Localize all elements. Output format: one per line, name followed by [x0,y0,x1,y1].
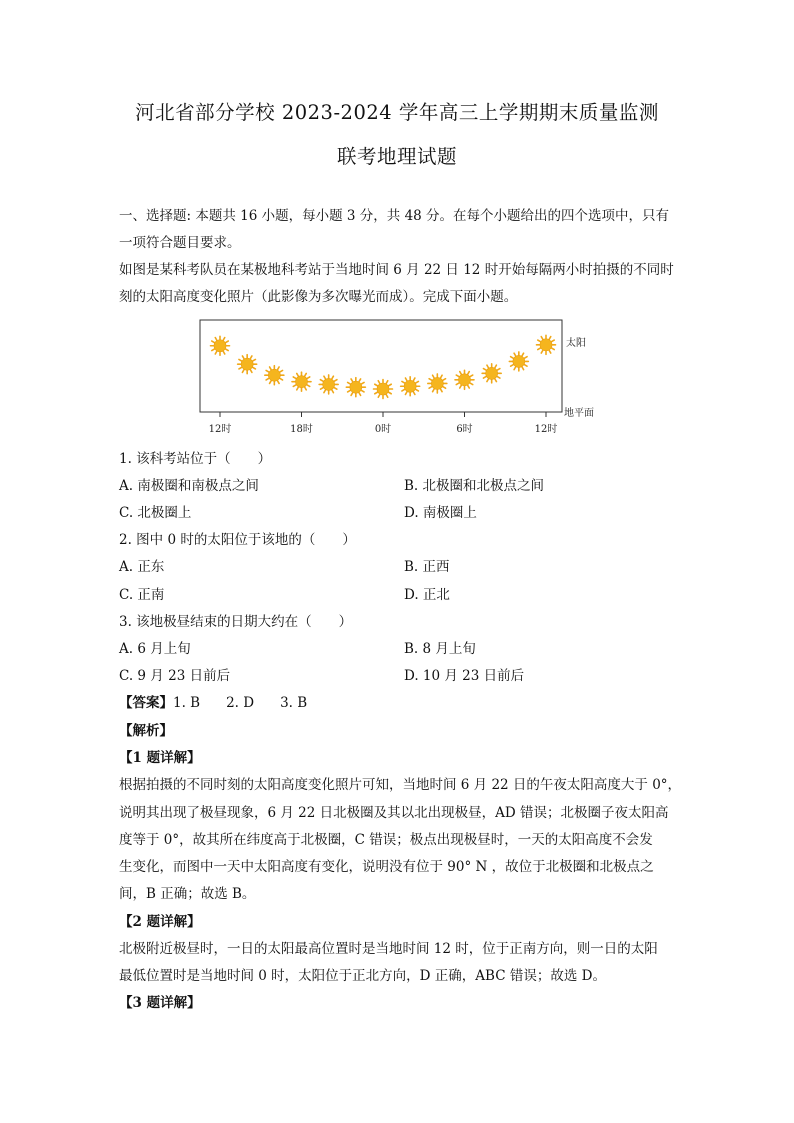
sun-disc [431,377,443,389]
detail-1-label: 【1 题详解】 [119,750,201,766]
detail-1-line: 生变化，而图中一天中太阳高度有变化，说明没有位于 90° N ，故位于北极圈和北极点之 [119,859,654,875]
answer-1: 1. B [173,695,201,711]
time-ticks [209,412,558,435]
answer-2: 2. D [226,695,255,711]
question-1-option-b[interactable]: B. 北极圈和北极点之间 [404,478,545,494]
question-3-option-a[interactable]: A. 6 月上旬 [119,641,191,657]
page-title-line-2: 联考地理试题 [336,145,457,168]
answer-row [119,691,333,711]
photo-frame [200,320,562,412]
sun-disc [350,381,362,393]
page-title-line-1: 河北省部分学校 2023-2024 学年高三上学期期末质量监测 [135,101,659,124]
section-heading-line-2: 一项符合题目要求。 [119,235,241,251]
question-3-option-b[interactable]: B. 8 月上旬 [404,641,476,657]
detail-2-label: 【2 题详解】 [119,914,201,930]
question-1-option-c[interactable]: C. 北极圈上 [119,505,192,521]
answer-3: 3. B [280,695,308,711]
sun-disc [241,358,253,370]
tick-label: 6时 [456,424,473,435]
section-heading-line-1: 一、选择题: 本题共 16 小题，每小题 3 分，共 48 分。在每个小题给出的四个选项中，只有 [119,208,670,224]
answer-label: 【答案】 [119,695,173,711]
sun-label: 太阳 [566,338,586,349]
sun-altitude-svg [190,316,610,440]
tick-label: 12时 [208,424,232,435]
question-1-stem: 1. 该科考站位于（ ） [119,451,272,467]
sun-disc [540,339,552,351]
sun-altitude-figure [190,316,610,440]
sun-disc [513,355,525,367]
detail-2-line: 北极附近极昼时，一日的太阳最高位置时是当地时间 12 时，位于正南方向，则一日的太阳 [119,941,658,957]
horizon-label: 地平面 [564,408,594,419]
question-1-option-a[interactable]: A. 南极圈和南极点之间 [119,478,259,494]
question-2-stem: 2. 图中 0 时的太阳位于该地的（ ） [119,532,356,548]
sun-disc [268,369,280,381]
sun-disc [377,383,389,395]
question-2-option-c[interactable]: C. 正南 [119,587,165,603]
tick-label: 18时 [290,424,313,435]
question-3-option-d[interactable]: D. 10 月 23 日前后 [404,668,525,684]
sun-disc [214,340,226,352]
analysis-label: 【解析】 [119,723,173,739]
question-1-option-d[interactable]: D. 南极圈上 [404,505,477,521]
detail-2-line: 最低位置时是当地时间 0 时，太阳位于正北方向，D 正确，ABC 错误；故选 D。 [119,968,606,984]
detail-1-line: 度等于 0°，故其所在纬度高于北极圈，C 错误；极点出现极昼时，一天的太阳高度不会发 [119,832,653,848]
question-2-option-d[interactable]: D. 正北 [404,587,450,603]
tick-label: 12时 [534,424,558,435]
sun-disc [404,380,416,392]
question-2-option-a[interactable]: A. 正东 [119,559,165,575]
detail-1-line: 根据拍摄的不同时刻的太阳高度变化照片可知，当地时间 6 月 22 日的午夜太阳高度大于 0°， [119,777,682,793]
sun-disc [296,376,308,388]
sun-disc [459,374,471,386]
intro-line-2: 刻的太阳高度变化照片（此影像为多次曝光而成）。完成下面小题。 [119,289,518,305]
detail-1-line: 说明其出现了极昼现象，6 月 22 日北极圈及其以北出现极昼，AD 错误；北极圈子夜太阳高 [119,805,669,821]
question-3-option-c[interactable]: C. 9 月 23 日前后 [119,668,231,684]
intro-line-1: 如图是某科考队员在某极地科考站于当地时间 6 月 22 日 12 时开始每隔两小时拍摄的不同时 [119,262,674,278]
question-2-option-b[interactable]: B. 正西 [404,559,450,575]
sun-disc [486,367,498,379]
tick-label: 0时 [374,424,392,435]
detail-3-label: 【3 题详解】 [119,995,201,1011]
detail-1-line: 间，B 正确；故选 B。 [119,886,256,902]
sun-disc [323,378,335,390]
question-3-stem: 3. 该地极昼结束的日期大约在（ ） [119,614,353,630]
